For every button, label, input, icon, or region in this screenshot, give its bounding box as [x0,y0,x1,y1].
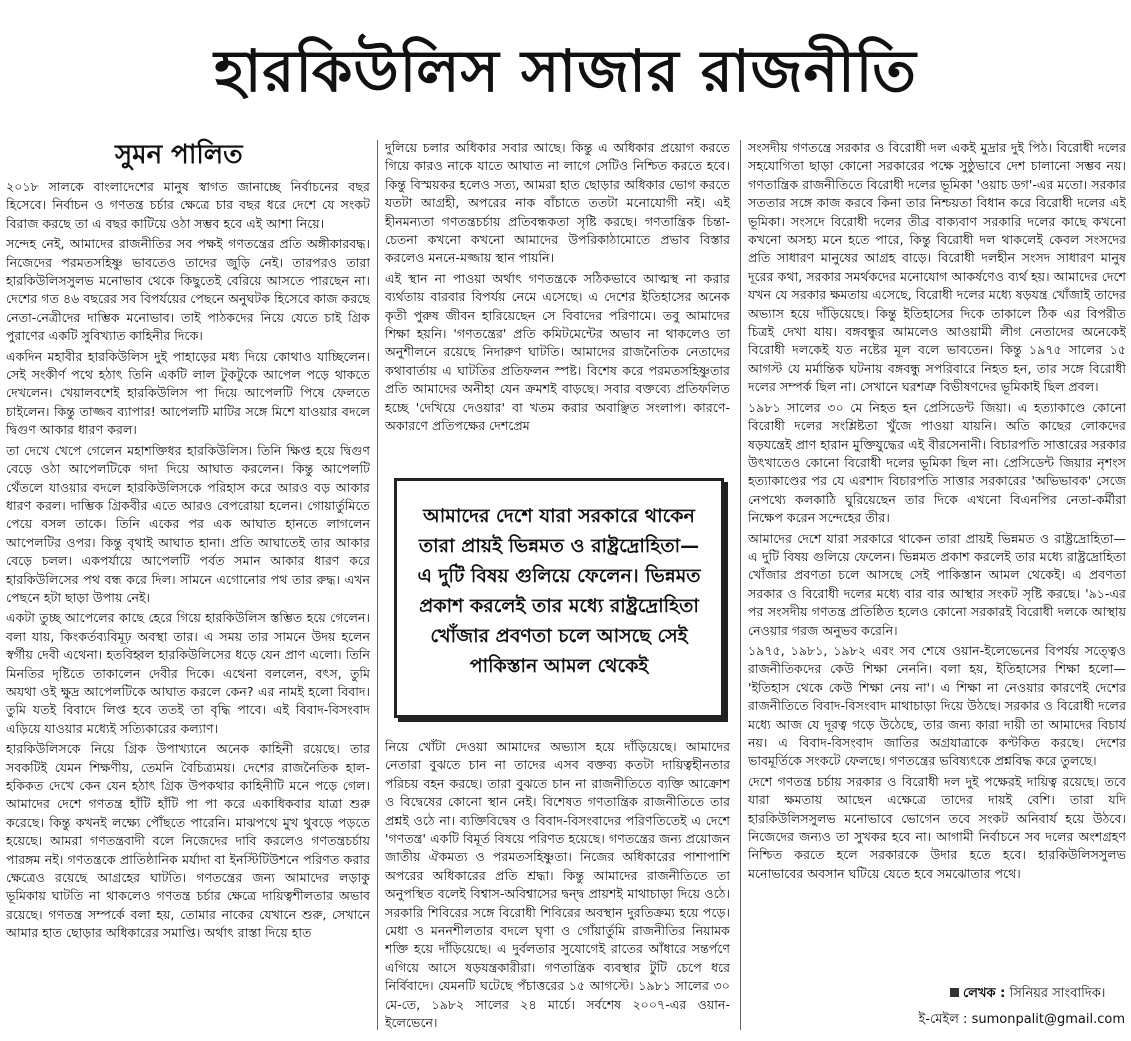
paragraph: তা দেখে খেপে গেলেন মহাশক্তিধর হারকিউলিস। তিনি ক্ষিপ্ত হয়ে দ্বিগুণ বেড়ে ওঠা আপেলটিকে গদা দিয়ে আঘাত করলেন। কিন্তু আপেলটি থেঁতলে যাওয়ার বদলে হারকিউলিসকে পরিহাস করে আরও বড় আকার ধারণ করল। দাম্ভিক গ্রিকবীর এতে আরও বেপরোয়া হলেন। গোয়ার্তুমিতে পেয়ে বসল তাকে। তিনি একের পর এক আঘাত হানতে লাগলেন আপেলটির ওপর। কিন্তু বৃথাই আঘাত হানা। প্রতি আঘাতেই তার আকার বেড়ে চলল। একপর্যায়ে আপেলটি পর্বত সমান আকার ধারণ করে হারকিউলিসের পথ বন্ধ করে দিল। সামনে এগোনোর পথ তার রুদ্ধ। এখন পেছনে হটা ছাড়া উপায় নেই। [6,442,370,605]
headline: হারকিউলিস সাজার রাজনীতি [214,37,917,105]
paragraph: দুলিয়ে চলার অধিকার সবার আছে। কিন্তু এ অধিকার প্রয়োগ করতে গিয়ে কারও নাকে যাতে আঘাত না লাগে সেটিও নিশ্চিত করতে হবে। কিন্তু বিস্ময়কর হলেও সত্য, আমরা হাত ছোড়ার অধিকার ভোগ করতে যতটা আগ্রহী, অপরের নাক বাঁচাতে ততটা মনোযোগী নই। এই হীনমন্যতা গণতন্ত্রচর্চায় প্রতিবন্ধকতা সৃষ্টি করছে। গণতান্ত্রিক চিন্তা-চেতনা কখনো কখনো আমাদের উপরিকাঠামোতে প্রভাব বিস্তার করলেও মননে-মজ্জায় স্থান পায়নি। [385,140,730,266]
paragraph: ২০১৮ সালকে বাংলাদেশের মানুষ স্বাগত জানাচ্ছে নির্বাচনের বছর হিসেবে। নির্বাচন ও গণতন্ত্র চর্চার ক্ষেত্রে চার বছর ধরে দেশে যে সংকট বিরাজ করছে তা এ বছর কাটিয়ে ওঠা সম্ভব হবে এই আশা নিয়ে। [6,179,370,231]
byline: সুমন পালিত [115,140,243,170]
email-address[interactable]: sumonpalit@gmail.com [971,1012,1125,1027]
column-2-bottom [385,738,730,1033]
email-label: ই-মেইল : [918,1012,968,1027]
author-credit [950,984,1125,1004]
square-bullet-icon [950,988,959,997]
paragraph: একদিন মহাবীর হারকিউলিস দুই পাহাড়ের মধ্য দিয়ে কোথাও যাচ্ছিলেন। সেই সংকীর্ণ পথে হঠাৎ তিনি একটি লাল টুকটুকে আপেল পড়ে থাকতে দেখলেন। খেয়ালবশেই হারকিউলিস পা দিয়ে আপেলটি পিষে ফেলতে চাইলেন। কিন্তু তাজ্জব ব্যাপার! আপেলটি মাটির সঙ্গে মিশে যাওয়ার বদলে দ্বিগুণ আকার ধারণ করল। [6,348,370,438]
column-divider [740,140,741,1030]
paragraph: আমাদের দেশে যারা সরকারে থাকেন তারা প্রায়ই ভিন্নমত ও রাষ্ট্রদ্রোহিতা— এ দুটি বিষয় গুলিয়ে ফেলেন। ভিন্নমত প্রকাশ করলেই তার মধ্যে রাষ্ট্রদ্রোহিতা খোঁজার প্রবণতা চলে আসছে সেই পাকিস্তান আমল থেকেই। এ প্রবণতা সরকার ও বিরোধী দলের মধ্যে বার বার আস্থার সংকট সৃষ্টি করছে। '৯১-এর পর সংসদীয় গণতন্ত্র প্রতিষ্ঠিত হলেও কোনো সরকারই বিরোধী দলকে আস্থায় নেওয়ার গরজ অনুভব করেনি। [748,530,1126,638]
author-email [860,1010,1125,1030]
pull-quote: আমাদের দেশে যারা সরকারে থাকেন তারা প্রায়ই ভিন্নমত ও রাষ্ট্রদ্রোহিতা— এ দুটি বিষয় গুলিয়ে ফেলেন। ভিন্নমত প্রকাশ করলেই তার মধ্যে রাষ্ট্রদ্রোহিতা খোঁজার প্রবণতা চলে আসছে সেই পাকিস্তান আমল থেকেই [394,478,724,718]
paragraph: একটা তুচ্ছ আপেলের কাছে হেরে গিয়ে হারকিউলিস স্তম্ভিত হয়ে গেলেন। বলা যায়, কিংকর্তব্যবিমূঢ় অবস্থা তার। এ সময় তার সামনে উদয় হলেন স্বর্গীয় দেবী এথেনা। হতবিহ্বল হারকিউলিসের ধড়ে যেন প্রাণ এলো। তিনি মিনতির দৃষ্টিতে তাকালেন দেবীর দিকে। এথেনা বললেন, বৎস, তুমি অযথা ওই ক্ষুদ্র আপেলটিকে আঘাত করলে কেন? এর নামই হলো বিবাদ। তুমি যতই বিবাদে লিপ্ত হবে ততই তা বৃদ্ধি পাবে। এই বিবাদ-বিসংবাদ এড়িয়ে যাওয়ার মধ্যেই সত্যিকারের কল্যাণ। [6,610,370,736]
paragraph: হারকিউলিসকে নিয়ে গ্রিক উপাখ্যানে অনেক কাহিনী রয়েছে। তার সবকটিই যেমন শিক্ষণীয়, তেমনি বৈচিত্র্যময়। দেশের রাজনৈতিক হাল-হকিকত দেখে কেন যেন হঠাৎ গ্রিক উপকথার কাহিনীটি মনে পড়ে গেল। আমাদের দেশে গণতন্ত্র হাঁটি হাঁটি পা পা করে একাধিকবার যাত্রা শুরু করেছে। কিন্তু কখনই লক্ষ্যে পৌঁছতে পারেনি। মাঝপথে মুখ থুবড়ে পড়তে হয়েছে। আমরা গণতন্ত্রবাদী বলে নিজেদের দাবি করলেও গণতন্ত্রচর্চায় পারঙ্গম নই। গণতন্ত্রকে প্রাতিষ্ঠানিক মর্যাদা বা ইনস্টিটিউশনে পরিণত করার ক্ষেত্রেও রয়েছে আগ্রহের ঘাটতি। গণতন্ত্রের জন্য আমাদের লড়াকু ভূমিকায় ঘাটতি না থাকলেও গণতন্ত্র চর্চার ক্ষেত্রে দায়িত্বশীলতার অভাব রয়েছে। গণতন্ত্র সম্পর্কে বলা হয়, তোমার নাকের যেখানে শুরু, সেখানে আমার হাত ছোড়ার অধিকারের সমাপ্তি। অর্থাৎ রাস্তা দিয়ে হাত [6,741,370,941]
author-label: লেখক : [963,986,1006,1001]
paragraph: ১৯৮১ সালের ৩০ মে নিহত হন প্রেসিডেন্ট জিয়া। এ হত্যাকাণ্ডে কোনো বিরোধী দলের সংশ্লিষ্টতা খুঁজে পাওয়া যায়নি। অতি কাছের লোকদের ষড়যন্ত্রেই প্রাণ হারান মুক্তিযুদ্ধের এই বীরসেনানী। বিচারপতি সাত্তারের সরকার উৎখাতেও কোনো বিরোধী দলের ভূমিকা ছিল না। প্রেসিডেন্ট জিয়ার নৃশংস হত্যাকাণ্ডের পর যে এরশাদ বিচারপতি সাত্তার সরকারের 'অভিভাবক' সেজে নেপথ্যে কলকাঠি ঘুরিয়েছেন তার দিকে এখনো বিএনপির নেতা-কর্মীরা নিক্ষেপ করেন সন্দেহের তীর। [748,399,1126,526]
paragraph: নিয়ে খোঁটা দেওয়া আমাদের অভ্যাস হয়ে দাঁড়িয়েছে। আমাদের নেতারা বুঝতে চান না তাদের এসব বক্তব্য কতটা দায়িত্বহীনতার পরিচয় বহন করছে। তারা বুঝতে চান না রাজনীতিতে ব্যক্তি আক্রোশ ও বিদ্বেষের কোনো স্থান নেই। বিশেষত গণতান্ত্রিক রাজনীতিতে তার প্রশ্নই ওঠে না। ব্যক্তিবিদ্বেষ ও বিবাদ-বিসংবাদের পরিণতিতেই এ দেশে 'গণতন্ত্র' একটি বিমূর্ত বিষয়ে পরিণত হয়েছে। গণতন্ত্রের জন্য প্রয়োজন জাতীয় ঐকমত্য ও পরমতসহিষ্ণুতা। নিজের অধিকারের পাশাপাশি অপরের অধিকারের প্রতি শ্রদ্ধা। কিন্তু আমাদের রাজনীতিতে তা অনুপস্থিত বলেই বিশ্বাস-অবিশ্বাসের দ্বন্দ্ব প্রায়শই মাথাচাড়া দিয়ে ওঠে। সরকারি শিবিরের সঙ্গে বিরোধী শিবিরের অবস্থান দুরতিক্রম্য হয়ে পড়ে। মেধা ও মননশীলতার বদলে ঘৃণা ও গোঁয়ার্তুমি রাজনীতির নিয়ামক শক্তি হয়ে দাঁড়িয়েছে। এ দুর্বলতার সুযোগেই রাতের আঁধারে সন্তর্পণে এগিয়ে আসে ষড়যন্ত্রকারীরা। গণতান্ত্রিক ব্যবস্থার টুটি চেপে ধরে নির্বিবাদে। যেমনটি ঘটেছে পঁচাত্তরের ১৫ আগস্টে। ১৯৮১ সালের ৩০ মে-তে, ১৯৮২ সালের ২৪ মার্চে। সর্বশেষ ২০০৭-এর ওয়ান-ইলেভেনে। [385,739,730,1031]
paragraph: এই স্থান না পাওয়া অর্থাৎ গণতন্ত্রকে সঠিকভাবে আত্মস্থ না করার ব্যর্থতায় বারবার বিপর্যয় নেমে এসেছে। এ দেশের ইতিহাসের অনেক কৃতী পুরুষ জীবন হারিয়েছেন সে বিবাদের পরিণামে। তবু আমাদের শিক্ষা হয়নি। 'গণতন্ত্রের' প্রতি কমিটমেন্টের অভাব না থাকলেও তা অনুশীলনে রয়েছে নিদারুণ ঘাটতি। আমাদের রাজনৈতিক নেতাদের কথাবার্তায় এ ঘাটতির প্রতিফলন স্পষ্ট। বিশেষ করে পরমতসহিষ্ণুতার প্রতি আমাদের অনীহা যেন ক্রমশই বাড়ছে। সবার বক্তব্যে প্রতিফলিত হচ্ছে 'দেখিয়ে দেওয়ার' বা খতম করার অবাঞ্ছিত সংলাপ। কারণে-অকারণে প্রতিপক্ষের দেশপ্রেম [385,270,730,434]
author-role: সিনিয়র সাংবাদিক। [1009,986,1106,1001]
column-1 [6,178,370,1033]
paragraph: ১৯৭৫, ১৯৮১, ১৯৮২ এবং সব শেষে ওয়ান-ইলেভেনের বিপর্যয় সত্ত্বেও রাজনীতিকদের কেউ শিক্ষা নেননি। বলা হয়, ইতিহাসের শিক্ষা হলো— 'ইতিহাস থেকে কেউ শিক্ষা নেয় না'। এ শিক্ষা না নেওয়ার কারণেই দেশের রাজনীতিতে বিবাদ-বিসংবাদ মাথাচাড়া দিয়ে উঠছে। সরকার ও বিরোধী দলের মধ্যে আজ যে দূরত্ব গড়ে উঠেছে, তার জন্য কারা দায়ী তা আমাদের বিচার্য নয়। এ বিবাদ-বিসংবাদ জাতির অগ্রযাত্রাকে কণ্টকিত করছে। দেশের ভাবমূর্তিকে সংকটে ফেলছে। গণতন্ত্রের ভবিষ্যৎকে প্রশ্নবিদ্ধ করে তুলছে। [748,642,1126,769]
column-divider [377,140,378,1030]
paragraph: সন্দেহ নেই, আমাদের রাজনীতির সব পক্ষই গণতন্ত্রের প্রতি অঙ্গীকারবদ্ধ। নিজেদের পরমতসহিষ্ণু ভাবতেও তাদের জুড়ি নেই। তারপরও তারা হারকিউলিসসুলভ মনোভাব থেকে কিছুতেই বেরিয়ে আসতে পারছেন না। দেশের গত ৪৬ বছরের সব বিপর্যয়ের পেছনে অনুঘটক হিসেবে কাজ করছে নেতা-নেত্রীদের দাম্ভিক মনোভাব। তাই পাঠকদের নিয়ে যেতে চাই গ্রিক পুরাণের একটি সুবিখ্যাত কাহিনীর দিকে। [6,236,370,344]
paragraph: দেশে গণতন্ত্র চর্চায় সরকার ও বিরোধী দল দুই পক্ষেরই দায়িত্ব রয়েছে। তবে যারা ক্ষমতায় আছেন এক্ষেত্রে তাদের দায়ই বেশি। তারা যদি হারকিউলিসসুলভ মনোভাবে ভোগেন তবে সংকট অনিবার্য হয়ে উঠবে। নিজেদের জন্যও তা সুখকর হবে না। আগামী নির্বাচনে সব দলের অংশগ্রহণ নিশ্চিত করতে হলে সরকারকে উদার হতে হবে। হারকিউলিসসুলভ মনোভাবের অবসান ঘটিয়ে যেতে হবে সমঝোতার পথে। [748,773,1126,881]
column-2-top [385,139,730,483]
paragraph: সংসদীয় গণতন্ত্রে সরকার ও বিরোধী দল একই মুদ্রার দুই পিঠ। বিরোধী দলের সহযোগিতা ছাড়া কোনো সরকারের পক্ষে সুষ্ঠুভাবে দেশ চালানো সম্ভব নয়। গণতান্ত্রিক রাজনীতিতে বিরোধী দলের ভূমিকা 'ওয়াচ ডগ'-এর মতো। সরকার সততার সঙ্গে কাজ করবে কিনা তার নিশ্চয়তা বিধান করে বিরোধী দলের এই ভূমিকা। সংসদে বিরোধী দলের তীব্র বাক্যবাণ সরকারি দলের কাছে কখনো কখনো অসহ্য মনে হতে পারে, কিন্তু বিরোধী দল থাকলেই কেবল সংসদের প্রতি সাধারণ মানুষের আগ্রহ বাড়ে। বিরোধী দলহীন সংসদ সাধারণ মানুষ দূরের কথা, সরকার সমর্থকদের মনোযোগ আকর্ষণেও ব্যর্থ হয়। আমাদের দেশে যখন যে সরকার ক্ষমতায় এসেছে, বিরোধী দলের মধ্যে ষড়যন্ত্র খোঁজাই তাদের অভ্যাস হয়ে দাঁড়িয়েছে। কিন্তু ইতিহাসের দিকে তাকালে ঠিক এর বিপরীত চিত্রই দেখা যায়। বঙ্গবন্ধুর আমলেও আওয়ামী লীগ নেতাদের অনেকেই বিরোধী দলকেই যত নষ্টের মূল বলে ভাবতেন। কিন্তু ১৯৭৫ সালের ১৫ আগস্ট যে মর্মান্তিক ঘটনায় বঙ্গবন্ধু সপরিবারে নিহত হন, তার সঙ্গে বিরোধী দলের সম্পর্ক ছিল না। সেখানে ঘরশত্রু বিভীষণদের ভূমিকাই ছিল প্রবল। [748,140,1126,395]
column-3 [748,139,1126,979]
